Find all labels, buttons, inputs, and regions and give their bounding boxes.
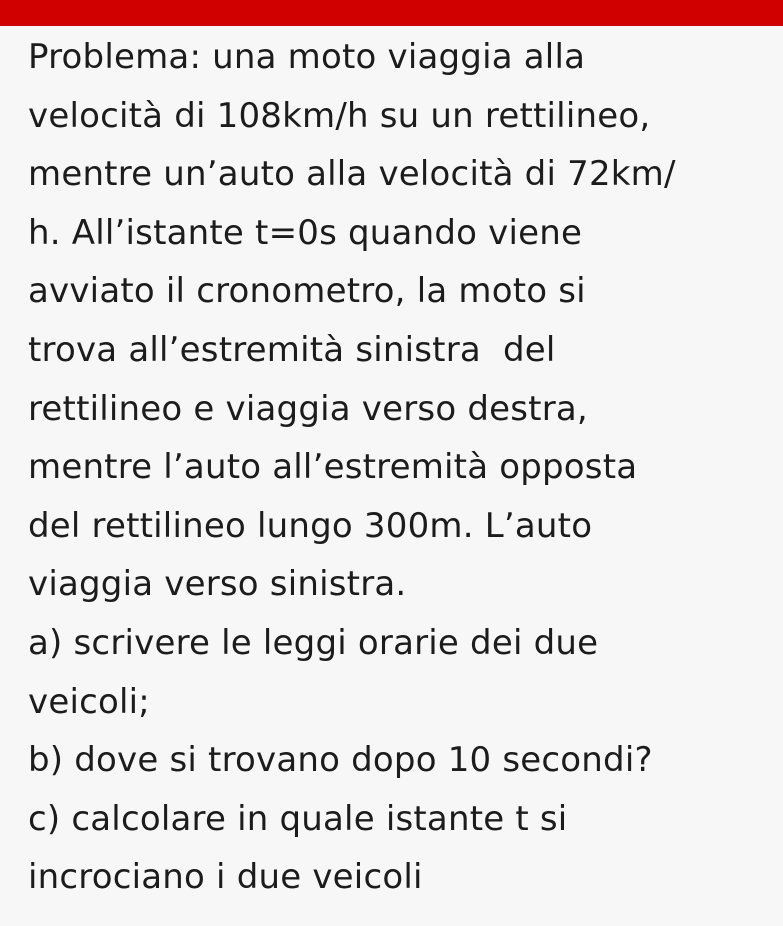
- problem-line: del rettilineo lungo 300m. L’auto: [28, 505, 593, 546]
- question-a-line: a) scrivere le leggi orarie dei due: [28, 622, 599, 663]
- problem-line: viaggia verso sinistra.: [28, 564, 407, 605]
- problem-line: mentre un’auto alla velocità di 72km/: [28, 154, 676, 195]
- problem-line: Problema: una moto viaggia alla: [28, 37, 586, 77]
- question-b-line: b) dove si trovano dopo 10 secondi?: [28, 740, 653, 781]
- problem-line: avviato il cronometro, la moto si: [28, 271, 586, 312]
- problem-line: mentre l’auto all’estremità opposta: [28, 447, 638, 488]
- top-accent-bar: [0, 0, 783, 26]
- question-c-line: incrociano i due veicoli: [28, 857, 423, 898]
- problem-line: rettilineo e viaggia verso destra,: [28, 388, 588, 429]
- question-c-line: c) calcolare in quale istante t si: [28, 798, 568, 839]
- problem-line: trova all’estremità sinistra del: [28, 329, 556, 370]
- problem-line: h. All’istante t=0s quando viene: [28, 212, 583, 253]
- problem-line: velocità di 108km/h su un rettilineo,: [28, 95, 651, 136]
- question-a-line: veicoli;: [28, 681, 150, 722]
- problem-text: [28, 28, 778, 907]
